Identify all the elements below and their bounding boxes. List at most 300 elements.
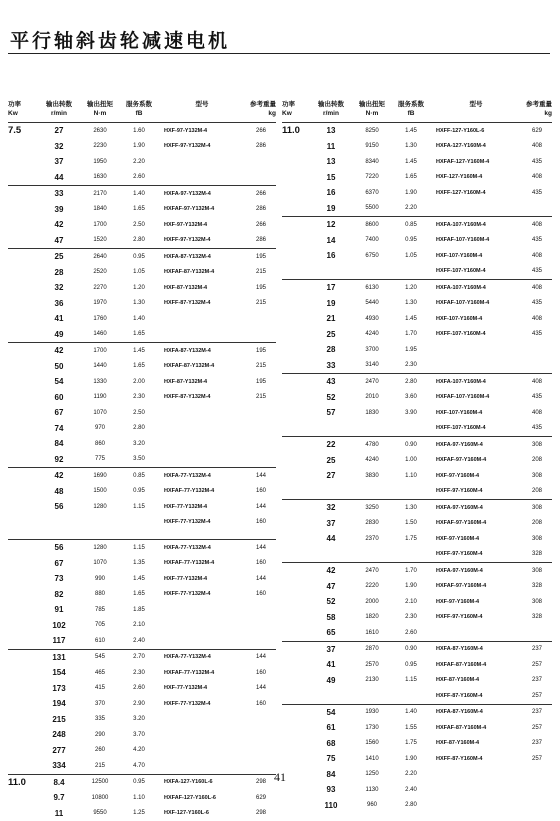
torque-cell: 2630 [80,123,120,139]
model-cell [158,421,246,437]
weight-cell: 266 [246,123,276,139]
speed-cell [310,484,352,500]
weight-cell: 408 [522,248,552,264]
factor-cell: 2.60 [120,170,158,186]
factor-cell [392,264,430,280]
power-cell [282,139,310,155]
power-cell [282,500,310,516]
model-cell: HXFAF-77-Y132M-4 [158,556,246,572]
power-cell [282,405,310,421]
table-row [8,649,276,665]
speed-cell [38,515,80,531]
table-row [282,437,552,453]
power-cell: 7.5 [8,123,38,139]
model-cell [158,170,246,186]
header-model: 型号 [430,100,522,123]
speed-cell: 22 [310,437,352,453]
speed-cell: 13 [310,123,352,139]
model-cell [158,452,246,468]
torque-cell: 6750 [352,248,392,264]
model-cell [158,311,246,327]
torque-cell: 990 [80,571,120,587]
table-row [282,139,552,155]
weight-cell: 435 [522,327,552,343]
speed-cell: 32 [310,500,352,516]
power-cell [8,468,38,484]
factor-cell: 2.30 [392,610,430,626]
table-row [282,500,552,516]
speed-cell: 12 [310,217,352,233]
table-row [8,359,276,375]
power-cell [8,499,38,515]
header-factor: 服务系数 fB [120,100,158,123]
spec-table [282,100,552,813]
torque-cell: 8250 [352,123,392,139]
factor-cell: 1.15 [392,673,430,689]
torque-cell: 1280 [80,499,120,515]
weight-cell: 144 [246,468,276,484]
torque-cell: 4930 [352,311,392,327]
torque-cell: 1130 [352,782,392,798]
speed-cell: 65 [310,625,352,641]
speed-cell: 41 [310,657,352,673]
speed-cell: 60 [38,390,80,406]
table-row [282,625,552,641]
table-row [8,249,276,265]
weight-cell: 160 [246,587,276,603]
model-cell: HXFF-97-Y132M-4 [158,233,246,249]
factor-cell: 2.90 [120,696,158,712]
model-cell: HXFF-87-Y132M-4 [158,296,246,312]
speed-cell: 173 [38,681,80,697]
weight-cell: 237 [522,641,552,657]
table-row [8,806,276,821]
factor-cell: 3.20 [120,436,158,452]
model-cell: HXF-127-Y160M-4 [430,170,522,186]
table-header-row [282,100,552,123]
factor-cell: 4.70 [120,758,158,774]
power-cell [282,421,310,437]
power-cell [8,233,38,249]
model-cell: HXFF-107-Y160M-4 [430,264,522,280]
torque-cell: 960 [352,798,392,814]
weight-cell: 408 [522,405,552,421]
factor-cell: 1.00 [392,453,430,469]
power-cell [8,170,38,186]
power-cell [282,704,310,720]
weight-cell: 144 [246,499,276,515]
power-cell [8,154,38,170]
factor-cell: 1.20 [120,280,158,296]
model-cell: HXFAF-87-Y132M-4 [158,265,246,281]
table-row [8,436,276,452]
weight-cell: 408 [522,280,552,296]
model-cell: HXFF-87-Y160M-4 [430,688,522,704]
speed-cell [310,688,352,704]
table-row [8,696,276,712]
factor-cell: 1.70 [392,563,430,579]
torque-cell: 2640 [80,249,120,265]
model-cell: HXF-97-Y160M-4 [430,594,522,610]
factor-cell: 1.25 [120,806,158,821]
torque-cell: 1700 [80,217,120,233]
factor-cell: 1.05 [120,265,158,281]
torque-cell: 465 [80,665,120,681]
model-cell: HXF-77-Y132M-4 [158,571,246,587]
table-row [282,453,552,469]
power-cell [282,248,310,264]
speed-cell: 52 [310,594,352,610]
speed-cell: 15 [310,170,352,186]
weight-cell: 435 [522,185,552,201]
weight-cell: 298 [246,774,276,790]
factor-cell: 2.30 [120,665,158,681]
speed-cell: 19 [310,201,352,217]
factor-cell: 1.65 [120,202,158,218]
weight-cell: 208 [522,453,552,469]
table-row [282,688,552,704]
weight-cell: 328 [522,547,552,563]
speed-cell: 11 [310,139,352,155]
weight-cell: 308 [522,500,552,516]
power-cell [282,547,310,563]
weight-cell: 308 [522,531,552,547]
model-cell: HXFF-77-Y132M-4 [158,515,246,531]
table-row [282,657,552,673]
torque-cell: 1820 [352,610,392,626]
table-row [282,327,552,343]
power-cell [8,186,38,202]
factor-cell [392,484,430,500]
speed-cell: 56 [38,499,80,515]
torque-cell: 7400 [352,233,392,249]
power-cell [8,421,38,437]
speed-cell: 110 [310,798,352,814]
weight-cell [522,342,552,358]
factor-cell: 0.95 [120,249,158,265]
weight-cell: 144 [246,681,276,697]
factor-cell: 1.50 [392,516,430,532]
factor-cell [120,515,158,531]
model-cell: HXFA-107-Y160M-4 [430,280,522,296]
weight-cell [246,421,276,437]
power-cell [8,390,38,406]
table-row [282,296,552,312]
power-cell [8,540,38,556]
torque-cell: 970 [80,421,120,437]
table-row [282,154,552,170]
power-cell [8,265,38,281]
weight-cell: 160 [246,556,276,572]
power-cell [282,390,310,406]
table-row [8,587,276,603]
table-row [8,452,276,468]
factor-cell: 1.40 [120,311,158,327]
model-cell: HXFAF-97-Y160M-4 [430,579,522,595]
factor-cell: 1.85 [120,602,158,618]
header-weight: 参考重量 kg [246,100,276,123]
model-cell [158,633,246,649]
weight-cell: 257 [522,720,552,736]
power-cell [282,264,310,280]
speed-cell: 43 [310,374,352,390]
weight-cell [246,327,276,343]
model-cell: HXF-107-Y160M-4 [430,248,522,264]
torque-cell: 1460 [80,327,120,343]
speed-cell: 58 [310,610,352,626]
torque-cell: 1410 [352,751,392,767]
power-cell [282,201,310,217]
speed-cell: 37 [310,516,352,532]
weight-cell: 237 [522,704,552,720]
power-cell [8,311,38,327]
speed-cell: 67 [38,556,80,572]
speed-cell: 32 [38,280,80,296]
speed-cell: 56 [38,540,80,556]
model-cell [430,625,522,641]
table-row [282,547,552,563]
factor-cell: 1.40 [120,186,158,202]
speed-cell: 131 [38,649,80,665]
model-cell: HXF-97-Y132M-4 [158,217,246,233]
weight-cell: 408 [522,311,552,327]
power-cell [282,579,310,595]
factor-cell [392,547,430,563]
table-row [8,343,276,359]
header-torque: 输出扭矩 N·m [80,100,120,123]
factor-cell: 1.90 [392,185,430,201]
torque-cell: 880 [80,587,120,603]
power-cell [282,657,310,673]
speed-cell [310,421,352,437]
torque-cell: 1190 [80,390,120,406]
model-cell [158,618,246,634]
weight-cell: 195 [246,374,276,390]
table-row [282,563,552,579]
torque-cell: 1730 [352,720,392,736]
torque-cell: 12500 [80,774,120,790]
model-cell [158,436,246,452]
torque-cell: 6130 [352,280,392,296]
weight-cell: 208 [522,516,552,532]
factor-cell: 1.45 [392,311,430,327]
power-cell [282,594,310,610]
weight-cell: 308 [522,594,552,610]
speed-cell: 248 [38,727,80,743]
power-cell [8,681,38,697]
model-cell: HXF-97-Y160M-4 [430,531,522,547]
power-cell [8,202,38,218]
power-cell [8,139,38,155]
power-cell: 11.0 [8,774,38,790]
speed-cell: 19 [310,296,352,312]
factor-cell: 3.90 [392,405,430,421]
factor-cell: 2.20 [120,154,158,170]
table-row [8,618,276,634]
power-cell [8,587,38,603]
factor-cell: 3.20 [120,712,158,728]
torque-cell: 1520 [80,233,120,249]
weight-cell: 435 [522,421,552,437]
factor-cell: 1.75 [392,736,430,752]
speed-cell: 57 [310,405,352,421]
power-cell [8,359,38,375]
model-cell [158,327,246,343]
torque-cell: 1840 [80,202,120,218]
table-row [8,327,276,343]
model-cell: HXFAF-87-Y160M-4 [430,657,522,673]
factor-cell: 2.20 [392,767,430,783]
weight-cell: 195 [246,249,276,265]
weight-cell [246,170,276,186]
table-row [282,751,552,767]
table-row [282,673,552,689]
model-cell: HXF-87-Y160M-4 [430,736,522,752]
speed-cell: 49 [38,327,80,343]
power-cell [282,342,310,358]
speed-cell: 92 [38,452,80,468]
power-cell [8,515,38,531]
table-row [282,264,552,280]
torque-cell: 1070 [80,556,120,572]
factor-cell: 1.70 [392,327,430,343]
model-cell: HXFAF-107-Y160M-4 [430,296,522,312]
model-cell: HXFAF-87-Y160M-4 [430,720,522,736]
table-row [8,571,276,587]
table-row [8,790,276,806]
weight-cell [246,712,276,728]
torque-cell [80,530,120,540]
model-cell: HXFAF-87-Y132M-4 [158,359,246,375]
speed-cell: 194 [38,696,80,712]
speed-cell: 44 [310,531,352,547]
weight-cell [246,633,276,649]
factor-cell: 0.95 [392,657,430,673]
speed-cell: 33 [310,358,352,374]
torque-cell: 4240 [352,453,392,469]
model-cell: HXFAF-107-Y160M-4 [430,390,522,406]
speed-cell: 14 [310,233,352,249]
header-power: 功率 Kw [282,100,310,123]
factor-cell: 1.45 [120,343,158,359]
model-cell [430,342,522,358]
factor-cell: 0.95 [120,774,158,790]
power-cell [8,571,38,587]
torque-cell: 7220 [352,170,392,186]
model-cell: HXFA-127-Y160L-6 [158,774,246,790]
model-cell: HXF-87-Y132M-4 [158,280,246,296]
torque-cell: 1760 [80,311,120,327]
weight-cell: 257 [522,688,552,704]
power-cell [282,154,310,170]
factor-cell: 2.50 [120,405,158,421]
table-row [282,390,552,406]
speed-cell: 47 [38,233,80,249]
speed-cell: 215 [38,712,80,728]
model-cell: HXFF-87-Y160M-4 [430,751,522,767]
torque-cell: 1250 [352,767,392,783]
torque-cell: 545 [80,649,120,665]
speed-cell: 68 [310,736,352,752]
spec-table [8,100,276,821]
table-row [8,311,276,327]
speed-cell: 47 [310,579,352,595]
factor-cell: 2.80 [120,421,158,437]
weight-cell: 160 [246,696,276,712]
model-cell [158,727,246,743]
torque-cell: 1930 [352,704,392,720]
model-cell: HXFAF-127-Y160L-6 [158,790,246,806]
torque-cell: 5500 [352,201,392,217]
speed-cell: 16 [310,185,352,201]
factor-cell: 0.95 [392,233,430,249]
table-row [282,468,552,484]
table-row [282,280,552,296]
weight-cell: 257 [522,657,552,673]
power-cell [282,720,310,736]
torque-cell: 860 [80,436,120,452]
header-weight: 参考重量 kg [522,100,552,123]
model-cell: HXFA-97-Y160M-4 [430,500,522,516]
speed-cell: 50 [38,359,80,375]
factor-cell: 1.30 [392,296,430,312]
factor-cell: 1.65 [120,359,158,375]
table-row [8,139,276,155]
weight-cell: 144 [246,649,276,665]
factor-cell: 0.90 [392,641,430,657]
factor-cell: 1.05 [392,248,430,264]
table-row [8,499,276,515]
speed-cell: 91 [38,602,80,618]
weight-cell [246,727,276,743]
model-cell: HXFA-87-Y160M-4 [430,704,522,720]
power-cell [282,468,310,484]
weight-cell [522,358,552,374]
power-cell [8,436,38,452]
power-cell [282,641,310,657]
speed-cell: 84 [38,436,80,452]
table-row [8,633,276,649]
model-cell [430,201,522,217]
table-row [282,704,552,720]
model-cell [430,358,522,374]
model-cell: HXFF-97-Y160M-4 [430,547,522,563]
factor-cell: 0.85 [120,468,158,484]
page-number: 41 [0,770,560,785]
model-cell: HXFF-97-Y160M-4 [430,484,522,500]
table-row [282,248,552,264]
weight-cell [246,602,276,618]
table-row [8,233,276,249]
power-cell [8,727,38,743]
speed-cell: 42 [38,217,80,233]
speed-cell: 93 [310,782,352,798]
model-cell: HXFA-97-Y160M-4 [430,437,522,453]
speed-cell: 52 [310,390,352,406]
weight-cell: 286 [246,139,276,155]
factor-cell: 1.30 [392,500,430,516]
factor-cell [392,688,430,704]
factor-cell: 2.80 [392,374,430,390]
power-cell [282,453,310,469]
speed-cell: 39 [38,202,80,218]
factor-cell: 1.75 [392,531,430,547]
power-cell [8,452,38,468]
model-cell [158,154,246,170]
table-row [282,579,552,595]
power-cell [8,633,38,649]
table-row [282,374,552,390]
